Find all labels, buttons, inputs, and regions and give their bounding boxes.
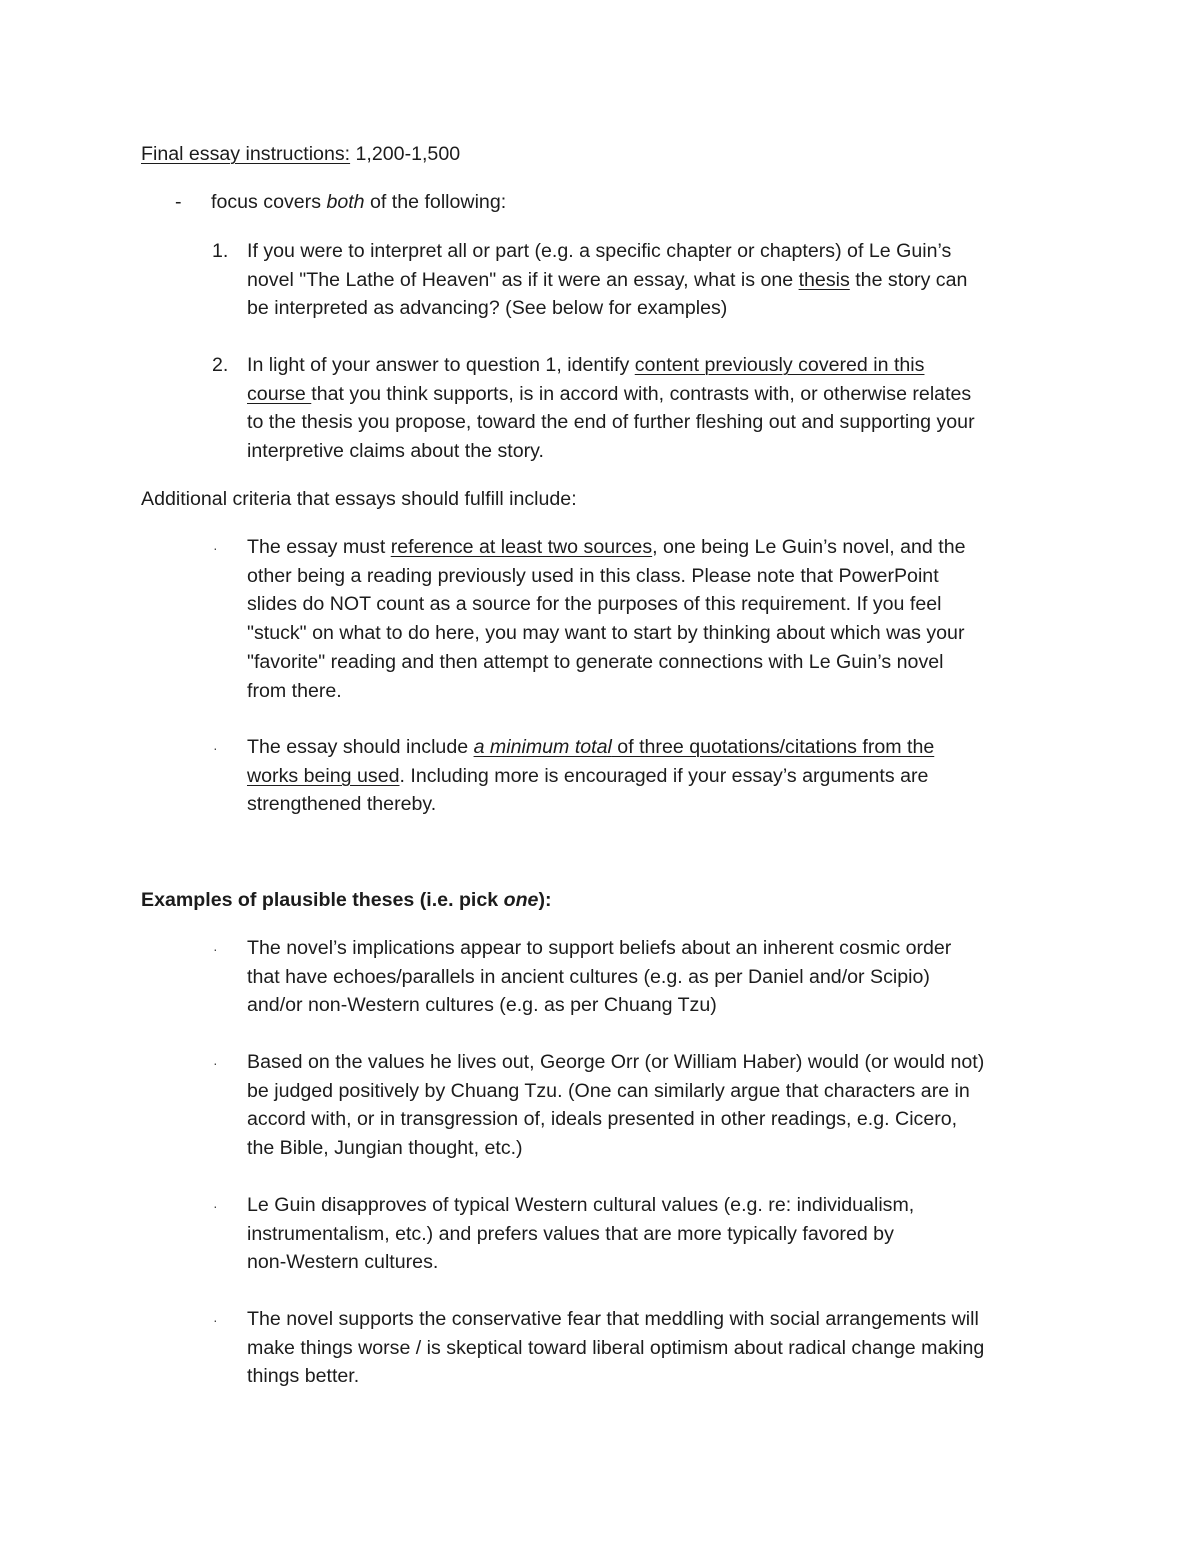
c1-line-3: slides do NOT count as a source for the purposes of this requirement. If you feel	[247, 593, 942, 616]
c2-underlined: of three quotations/citations from the	[611, 736, 935, 758]
dash-bullet: -	[175, 191, 182, 213]
examples-heading	[141, 886, 552, 915]
example-item-3	[247, 1191, 1077, 1277]
title-label: Final essay instructions:	[141, 143, 351, 165]
e1-line-2: that have echoes/parallels in ancient cultures (e.g. as per Daniel and/or Scipio)	[247, 965, 930, 988]
examples-heading-a: Examples of plausible theses (i.e. pick	[141, 889, 504, 911]
focus-line	[211, 188, 506, 217]
examples-heading-italic: one	[503, 889, 539, 911]
q2-underlined-b: course	[247, 382, 312, 405]
examples-heading-b: ):	[538, 889, 552, 911]
focus-pre: focus covers	[211, 191, 327, 213]
criteria-item-1	[247, 533, 1077, 705]
q2-line-3: to the thesis you propose, toward the end of further fleshing out and supporting your	[247, 411, 975, 434]
e3-line-3: non-Western cultures.	[247, 1251, 439, 1274]
bullet-dot: ·	[213, 1055, 218, 1071]
c2-line-2	[247, 762, 1077, 791]
page-title	[141, 140, 460, 169]
bullet-dot: ·	[213, 740, 218, 756]
q2-line-2	[247, 380, 1077, 409]
q1-thesis-underlined: thesis	[798, 268, 850, 291]
e4-line-1: The novel supports the conservative fear that meddling with social arrangements will	[247, 1308, 979, 1330]
q2-underlined-a: content previously covered in this	[634, 354, 925, 376]
example-item-4	[247, 1305, 1077, 1391]
c1-line-6: from there.	[247, 679, 342, 702]
e2-line-2: be judged positively by Chuang Tzu. (One can similarly argue that characters are in	[247, 1079, 970, 1102]
e2-line-3: accord with, or in transgression of, ideals presented in other readings, e.g. Cicero,	[247, 1108, 958, 1131]
criteria-intro: Additional criteria that essays should fulfill include:	[141, 488, 577, 510]
e3-line-1: Le Guin disapproves of typical Western cultural values (e.g. re: individualism,	[247, 1194, 915, 1216]
c1-line-1	[247, 533, 1077, 562]
c2-line-2b: . Including more is encouraged if your essay’s arguments are	[399, 764, 929, 787]
word-range: 1,200-1,500	[350, 143, 461, 165]
q1-line-2a: novel "The Lathe of Heaven" as if it were an essay, what is one	[247, 268, 799, 291]
focus-post: of the following:	[364, 191, 507, 213]
criteria-item-2	[247, 733, 1077, 819]
bullet-dot: ·	[213, 1198, 218, 1214]
c1-line-1b: , one being Le Guin’s novel, and the	[652, 536, 966, 558]
q2-line-1a: In light of your answer to question 1, identify	[247, 354, 635, 376]
c1-line-4: "stuck" on what to do here, you may want to start by thinking about which was your	[247, 622, 965, 645]
q1-line-3: be interpreted as advancing? (See below for examples)	[247, 297, 728, 320]
e3-line-2: instrumentalism, etc.) and prefers values that are more typically favored by	[247, 1222, 894, 1245]
q1-line-2b: the story can	[849, 268, 968, 291]
q2-line-4: interpretive claims about the story.	[247, 440, 544, 463]
e4-line-2: make things worse / is skeptical toward liberal optimism about radical change making	[247, 1336, 985, 1359]
c1-line-1a: The essay must	[247, 536, 391, 558]
c1-line-2: other being a reading previously used in this class. Please note that PowerPoint	[247, 564, 939, 587]
q1-line-1: If you were to interpret all or part (e.g. a specific chapter or chapters) of Le Guin’s	[247, 240, 952, 262]
focus-emphasis: both	[326, 191, 365, 213]
e2-line-1: Based on the values he lives out, George Orr (or William Haber) would (or would not)	[247, 1051, 985, 1073]
e4-line-3: things better.	[247, 1365, 360, 1388]
question-2	[247, 351, 1077, 466]
c2-line-1a: The essay should include	[247, 736, 474, 758]
c2-underlined-italic: a minimum total	[473, 736, 612, 758]
c1-underlined: reference at least two sources	[390, 536, 653, 558]
question-2-number: 2.	[212, 354, 229, 376]
question-1	[247, 237, 1077, 323]
c1-line-5: "favorite" reading and then attempt to generate connections with Le Guin’s novel	[247, 650, 944, 673]
example-item-2	[247, 1048, 1077, 1163]
e1-line-3: and/or non-Western cultures (e.g. as per Chuang Tzu)	[247, 994, 717, 1017]
q2-line-1	[247, 351, 1077, 380]
e1-line-1: The novel’s implications appear to support beliefs about an inherent cosmic order	[247, 937, 952, 959]
c2-line-1	[247, 733, 1077, 762]
c2-underlined-b: works being used	[247, 764, 400, 787]
example-item-1	[247, 934, 1077, 1020]
q1-line-2	[247, 266, 1077, 295]
q2-line-2b: that you think supports, is in accord with, contrasts with, or otherwise relates	[311, 382, 972, 405]
bullet-dot: ·	[213, 941, 218, 957]
bullet-dot: ·	[213, 1312, 218, 1328]
c2-line-3: strengthened thereby.	[247, 793, 437, 816]
bullet-dot: ·	[213, 540, 218, 556]
e2-line-4: the Bible, Jungian thought, etc.)	[247, 1137, 523, 1160]
question-1-number: 1.	[212, 240, 229, 262]
